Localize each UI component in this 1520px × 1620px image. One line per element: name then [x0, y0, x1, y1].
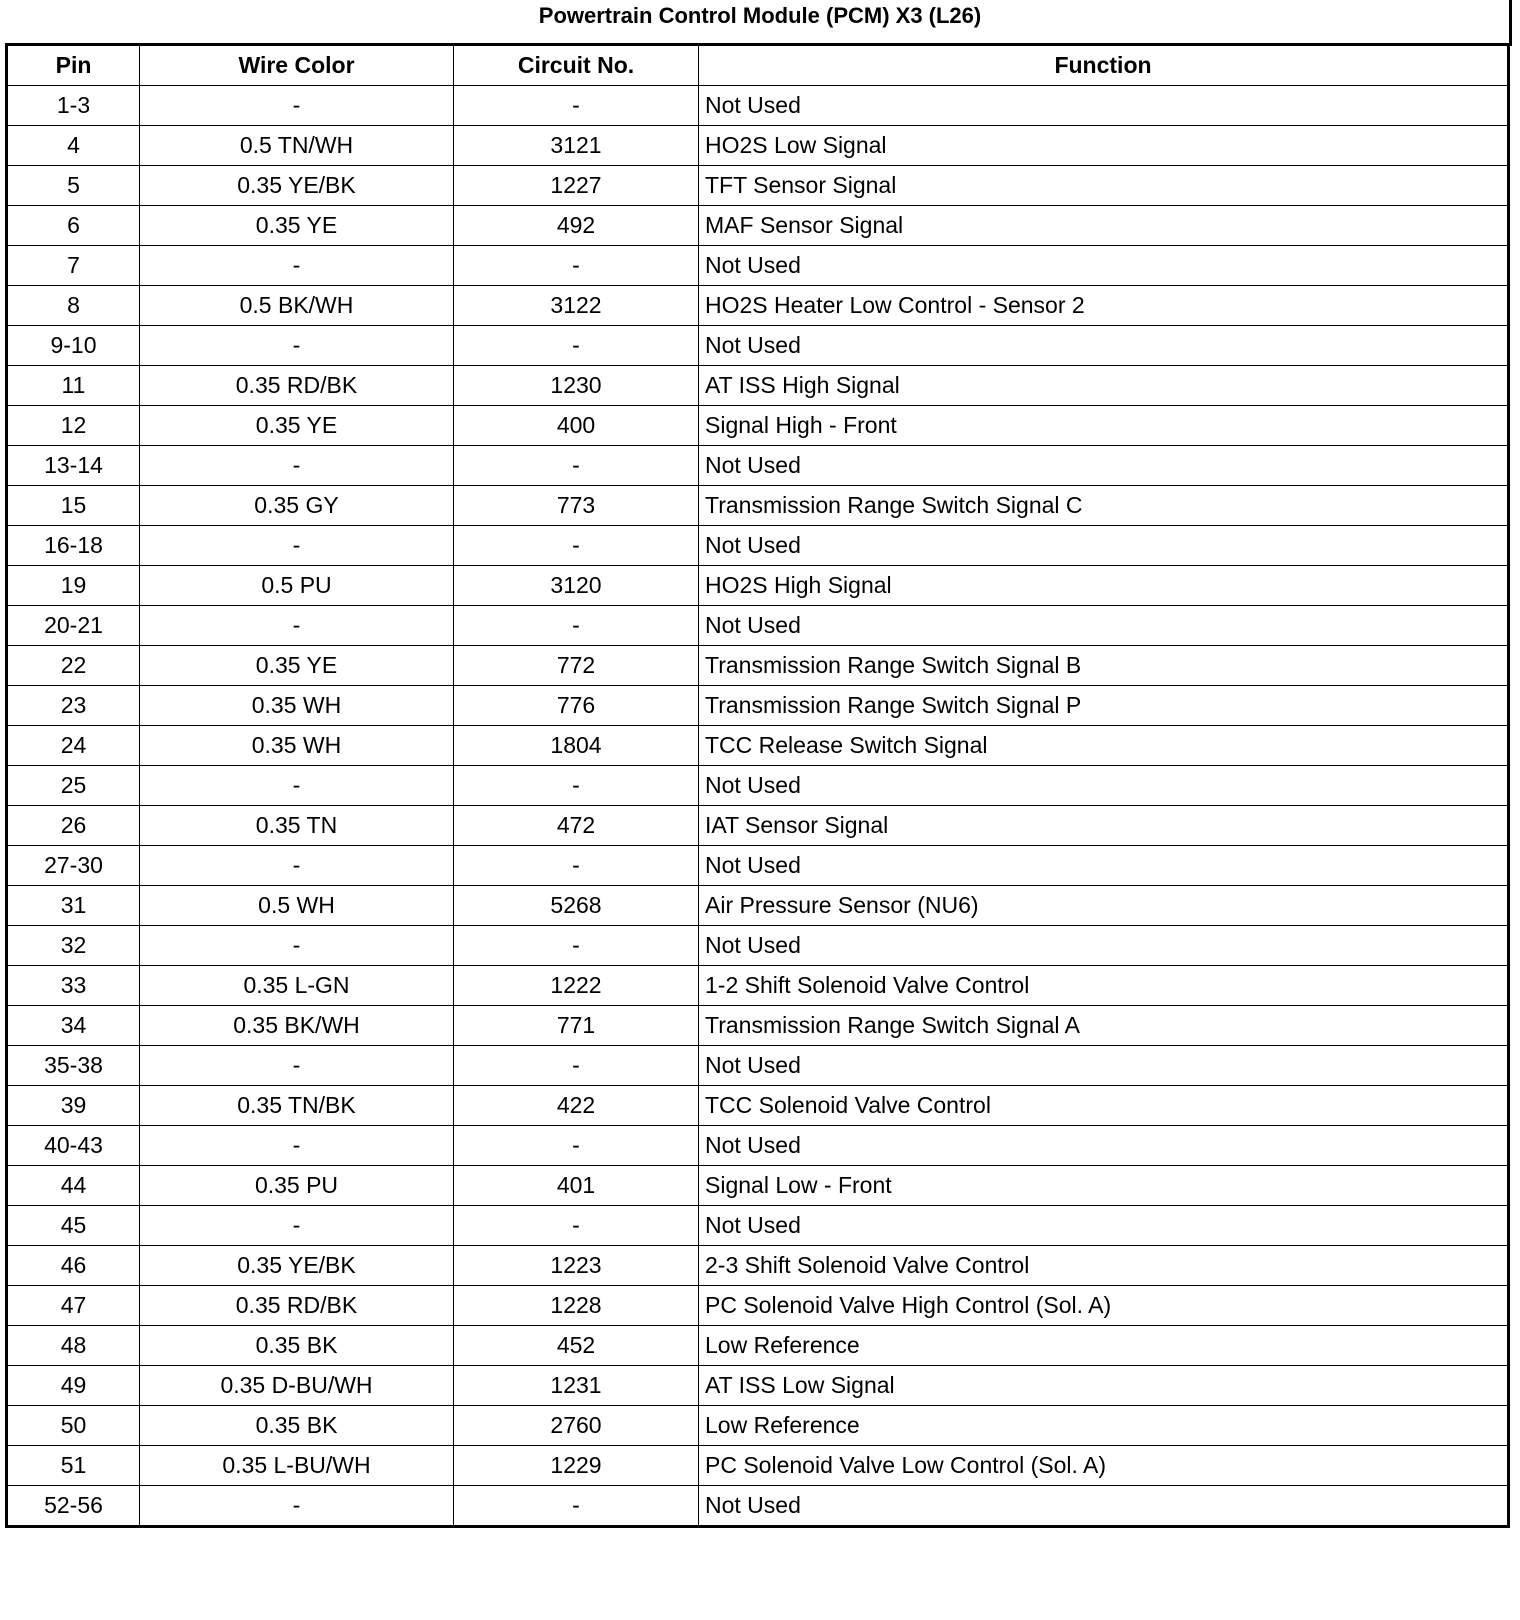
function-cell: Signal High - Front: [699, 406, 1509, 446]
pin-cell: 6: [7, 206, 140, 246]
function-cell: TCC Release Switch Signal: [699, 726, 1509, 766]
pin-cell: 49: [7, 1366, 140, 1406]
table-row: [7, 686, 1509, 726]
pin-cell: 16-18: [7, 526, 140, 566]
pin-cell: 51: [7, 1446, 140, 1486]
pin-cell: 46: [7, 1246, 140, 1286]
circuit-number-cell: -: [454, 526, 699, 566]
function-cell: Transmission Range Switch Signal P: [699, 686, 1509, 726]
pin-cell: 50: [7, 1406, 140, 1446]
table-row: [7, 286, 1509, 326]
wire-color-cell: -: [140, 526, 454, 566]
pin-cell: 11: [7, 366, 140, 406]
function-cell: Not Used: [699, 1486, 1509, 1527]
table-row: [7, 1126, 1509, 1166]
wire-color-cell: 0.35 D-BU/WH: [140, 1366, 454, 1406]
circuit-number-cell: 3122: [454, 286, 699, 326]
table-row: [7, 526, 1509, 566]
circuit-number-cell: 1223: [454, 1246, 699, 1286]
table-row: [7, 806, 1509, 846]
table-row: [7, 166, 1509, 206]
wire-color-cell: 0.35 YE: [140, 406, 454, 446]
table-row: [7, 766, 1509, 806]
connector-pinout-table: [5, 43, 1510, 1528]
function-cell: Not Used: [699, 606, 1509, 646]
wire-color-cell: 0.5 PU: [140, 566, 454, 606]
function-cell: TCC Solenoid Valve Control: [699, 1086, 1509, 1126]
wire-color-cell: -: [140, 1206, 454, 1246]
circuit-number-cell: 1230: [454, 366, 699, 406]
wire-color-cell: -: [140, 1126, 454, 1166]
table-row: [7, 606, 1509, 646]
pin-cell: 9-10: [7, 326, 140, 366]
function-cell: HO2S Heater Low Control - Sensor 2: [699, 286, 1509, 326]
table-row: [7, 366, 1509, 406]
pin-cell: 35-38: [7, 1046, 140, 1086]
wire-color-cell: 0.35 TN/BK: [140, 1086, 454, 1126]
wire-color-cell: 0.5 WH: [140, 886, 454, 926]
circuit-number-cell: 772: [454, 646, 699, 686]
circuit-number-cell: 1222: [454, 966, 699, 1006]
wire-color-cell: -: [140, 86, 454, 126]
circuit-number-cell: 1804: [454, 726, 699, 766]
table-row: [7, 326, 1509, 366]
function-cell: PC Solenoid Valve High Control (Sol. A): [699, 1286, 1509, 1326]
circuit-number-cell: -: [454, 1206, 699, 1246]
table-row: [7, 126, 1509, 166]
header-circuit-no: Circuit No.: [454, 45, 699, 86]
wire-color-cell: -: [140, 246, 454, 286]
pin-cell: 26: [7, 806, 140, 846]
wire-color-cell: 0.35 YE: [140, 206, 454, 246]
function-cell: Not Used: [699, 446, 1509, 486]
table-row: [7, 406, 1509, 446]
wire-color-cell: 0.35 GY: [140, 486, 454, 526]
pin-cell: 15: [7, 486, 140, 526]
circuit-number-cell: 776: [454, 686, 699, 726]
circuit-number-cell: -: [454, 1486, 699, 1527]
function-cell: MAF Sensor Signal: [699, 206, 1509, 246]
function-cell: Not Used: [699, 526, 1509, 566]
function-cell: Not Used: [699, 1126, 1509, 1166]
circuit-number-cell: 2760: [454, 1406, 699, 1446]
wire-color-cell: 0.5 BK/WH: [140, 286, 454, 326]
function-cell: Air Pressure Sensor (NU6): [699, 886, 1509, 926]
table-row: [7, 646, 1509, 686]
pin-cell: 4: [7, 126, 140, 166]
table-row: [7, 1246, 1509, 1286]
function-cell: AT ISS High Signal: [699, 366, 1509, 406]
circuit-number-cell: 401: [454, 1166, 699, 1206]
function-cell: AT ISS Low Signal: [699, 1366, 1509, 1406]
pin-cell: 25: [7, 766, 140, 806]
wire-color-cell: 0.35 TN: [140, 806, 454, 846]
pin-cell: 13-14: [7, 446, 140, 486]
pin-cell: 7: [7, 246, 140, 286]
function-cell: PC Solenoid Valve Low Control (Sol. A): [699, 1446, 1509, 1486]
table-row: [7, 1286, 1509, 1326]
wire-color-cell: -: [140, 606, 454, 646]
pin-cell: 40-43: [7, 1126, 140, 1166]
table-row: [7, 846, 1509, 886]
wire-color-cell: 0.35 PU: [140, 1166, 454, 1206]
function-cell: Not Used: [699, 766, 1509, 806]
table-row: [7, 86, 1509, 126]
circuit-number-cell: -: [454, 846, 699, 886]
page-edge-line: [1509, 0, 1512, 46]
pin-cell: 27-30: [7, 846, 140, 886]
table-row: [7, 1206, 1509, 1246]
pin-cell: 52-56: [7, 1486, 140, 1527]
function-cell: Transmission Range Switch Signal C: [699, 486, 1509, 526]
wire-color-cell: -: [140, 926, 454, 966]
pin-cell: 47: [7, 1286, 140, 1326]
table-row: [7, 1086, 1509, 1126]
table-row: [7, 1446, 1509, 1486]
pin-cell: 23: [7, 686, 140, 726]
table-row: [7, 1406, 1509, 1446]
circuit-number-cell: 452: [454, 1326, 699, 1366]
wire-color-cell: 0.35 YE/BK: [140, 1246, 454, 1286]
pin-cell: 32: [7, 926, 140, 966]
table-body: [7, 86, 1509, 1527]
pin-cell: 1-3: [7, 86, 140, 126]
circuit-number-cell: 3121: [454, 126, 699, 166]
table-row: [7, 566, 1509, 606]
table-row: [7, 966, 1509, 1006]
wire-color-cell: 0.5 TN/WH: [140, 126, 454, 166]
document-title: Powertrain Control Module (PCM) X3 (L26): [538, 3, 982, 28]
function-cell: Not Used: [699, 246, 1509, 286]
circuit-number-cell: -: [454, 446, 699, 486]
wire-color-cell: -: [140, 1486, 454, 1527]
table-row: [7, 446, 1509, 486]
circuit-number-cell: 3120: [454, 566, 699, 606]
wire-color-cell: -: [140, 1046, 454, 1086]
circuit-number-cell: 1229: [454, 1446, 699, 1486]
function-cell: Transmission Range Switch Signal B: [699, 646, 1509, 686]
table-row: [7, 206, 1509, 246]
wire-color-cell: 0.35 RD/BK: [140, 366, 454, 406]
wire-color-cell: -: [140, 326, 454, 366]
wire-color-cell: 0.35 WH: [140, 686, 454, 726]
function-cell: Not Used: [699, 926, 1509, 966]
wire-color-cell: 0.35 BK: [140, 1326, 454, 1366]
circuit-number-cell: 1227: [454, 166, 699, 206]
wire-color-cell: 0.35 YE: [140, 646, 454, 686]
circuit-number-cell: -: [454, 1046, 699, 1086]
pin-cell: 33: [7, 966, 140, 1006]
pin-cell: 39: [7, 1086, 140, 1126]
pin-cell: 24: [7, 726, 140, 766]
function-cell: Not Used: [699, 1206, 1509, 1246]
header-pin: Pin: [7, 45, 140, 86]
table-row: [7, 246, 1509, 286]
circuit-number-cell: 771: [454, 1006, 699, 1046]
pin-cell: 48: [7, 1326, 140, 1366]
function-cell: Not Used: [699, 846, 1509, 886]
circuit-number-cell: -: [454, 246, 699, 286]
circuit-number-cell: -: [454, 1126, 699, 1166]
pin-cell: 5: [7, 166, 140, 206]
wire-color-cell: 0.35 L-GN: [140, 966, 454, 1006]
pin-cell: 12: [7, 406, 140, 446]
circuit-number-cell: -: [454, 606, 699, 646]
function-cell: Low Reference: [699, 1406, 1509, 1446]
table-row: [7, 886, 1509, 926]
table-row: [7, 1366, 1509, 1406]
wire-color-cell: -: [140, 766, 454, 806]
function-cell: Transmission Range Switch Signal A: [699, 1006, 1509, 1046]
wire-color-cell: 0.35 RD/BK: [140, 1286, 454, 1326]
wire-color-cell: 0.35 BK: [140, 1406, 454, 1446]
wire-color-cell: 0.35 WH: [140, 726, 454, 766]
circuit-number-cell: -: [454, 326, 699, 366]
circuit-number-cell: 492: [454, 206, 699, 246]
function-cell: Not Used: [699, 1046, 1509, 1086]
table-row: [7, 726, 1509, 766]
function-cell: IAT Sensor Signal: [699, 806, 1509, 846]
circuit-number-cell: 1228: [454, 1286, 699, 1326]
pin-cell: 45: [7, 1206, 140, 1246]
pin-cell: 44: [7, 1166, 140, 1206]
function-cell: 1-2 Shift Solenoid Valve Control: [699, 966, 1509, 1006]
function-cell: TFT Sensor Signal: [699, 166, 1509, 206]
circuit-number-cell: -: [454, 86, 699, 126]
header-wire-color: Wire Color: [140, 45, 454, 86]
pin-cell: 19: [7, 566, 140, 606]
function-cell: Low Reference: [699, 1326, 1509, 1366]
pin-cell: 20-21: [7, 606, 140, 646]
circuit-number-cell: 773: [454, 486, 699, 526]
wire-color-cell: -: [140, 446, 454, 486]
table-row: [7, 1486, 1509, 1527]
table-row: [7, 486, 1509, 526]
table-header-row: [7, 45, 1509, 86]
function-cell: HO2S High Signal: [699, 566, 1509, 606]
wire-color-cell: 0.35 YE/BK: [140, 166, 454, 206]
table-row: [7, 1326, 1509, 1366]
table-row: [7, 1166, 1509, 1206]
function-cell: 2-3 Shift Solenoid Valve Control: [699, 1246, 1509, 1286]
wire-color-cell: -: [140, 846, 454, 886]
wire-color-cell: 0.35 BK/WH: [140, 1006, 454, 1046]
header-function: Function: [699, 45, 1509, 86]
circuit-number-cell: -: [454, 926, 699, 966]
circuit-number-cell: -: [454, 766, 699, 806]
pin-cell: 8: [7, 286, 140, 326]
circuit-number-cell: 1231: [454, 1366, 699, 1406]
table-row: [7, 1046, 1509, 1086]
function-cell: Not Used: [699, 86, 1509, 126]
table-row: [7, 926, 1509, 966]
circuit-number-cell: 400: [454, 406, 699, 446]
function-cell: Not Used: [699, 326, 1509, 366]
function-cell: HO2S Low Signal: [699, 126, 1509, 166]
wire-color-cell: 0.35 L-BU/WH: [140, 1446, 454, 1486]
circuit-number-cell: 422: [454, 1086, 699, 1126]
pin-cell: 34: [7, 1006, 140, 1046]
table-row: [7, 1006, 1509, 1046]
pin-cell: 31: [7, 886, 140, 926]
function-cell: Signal Low - Front: [699, 1166, 1509, 1206]
pin-cell: 22: [7, 646, 140, 686]
circuit-number-cell: 5268: [454, 886, 699, 926]
circuit-number-cell: 472: [454, 806, 699, 846]
